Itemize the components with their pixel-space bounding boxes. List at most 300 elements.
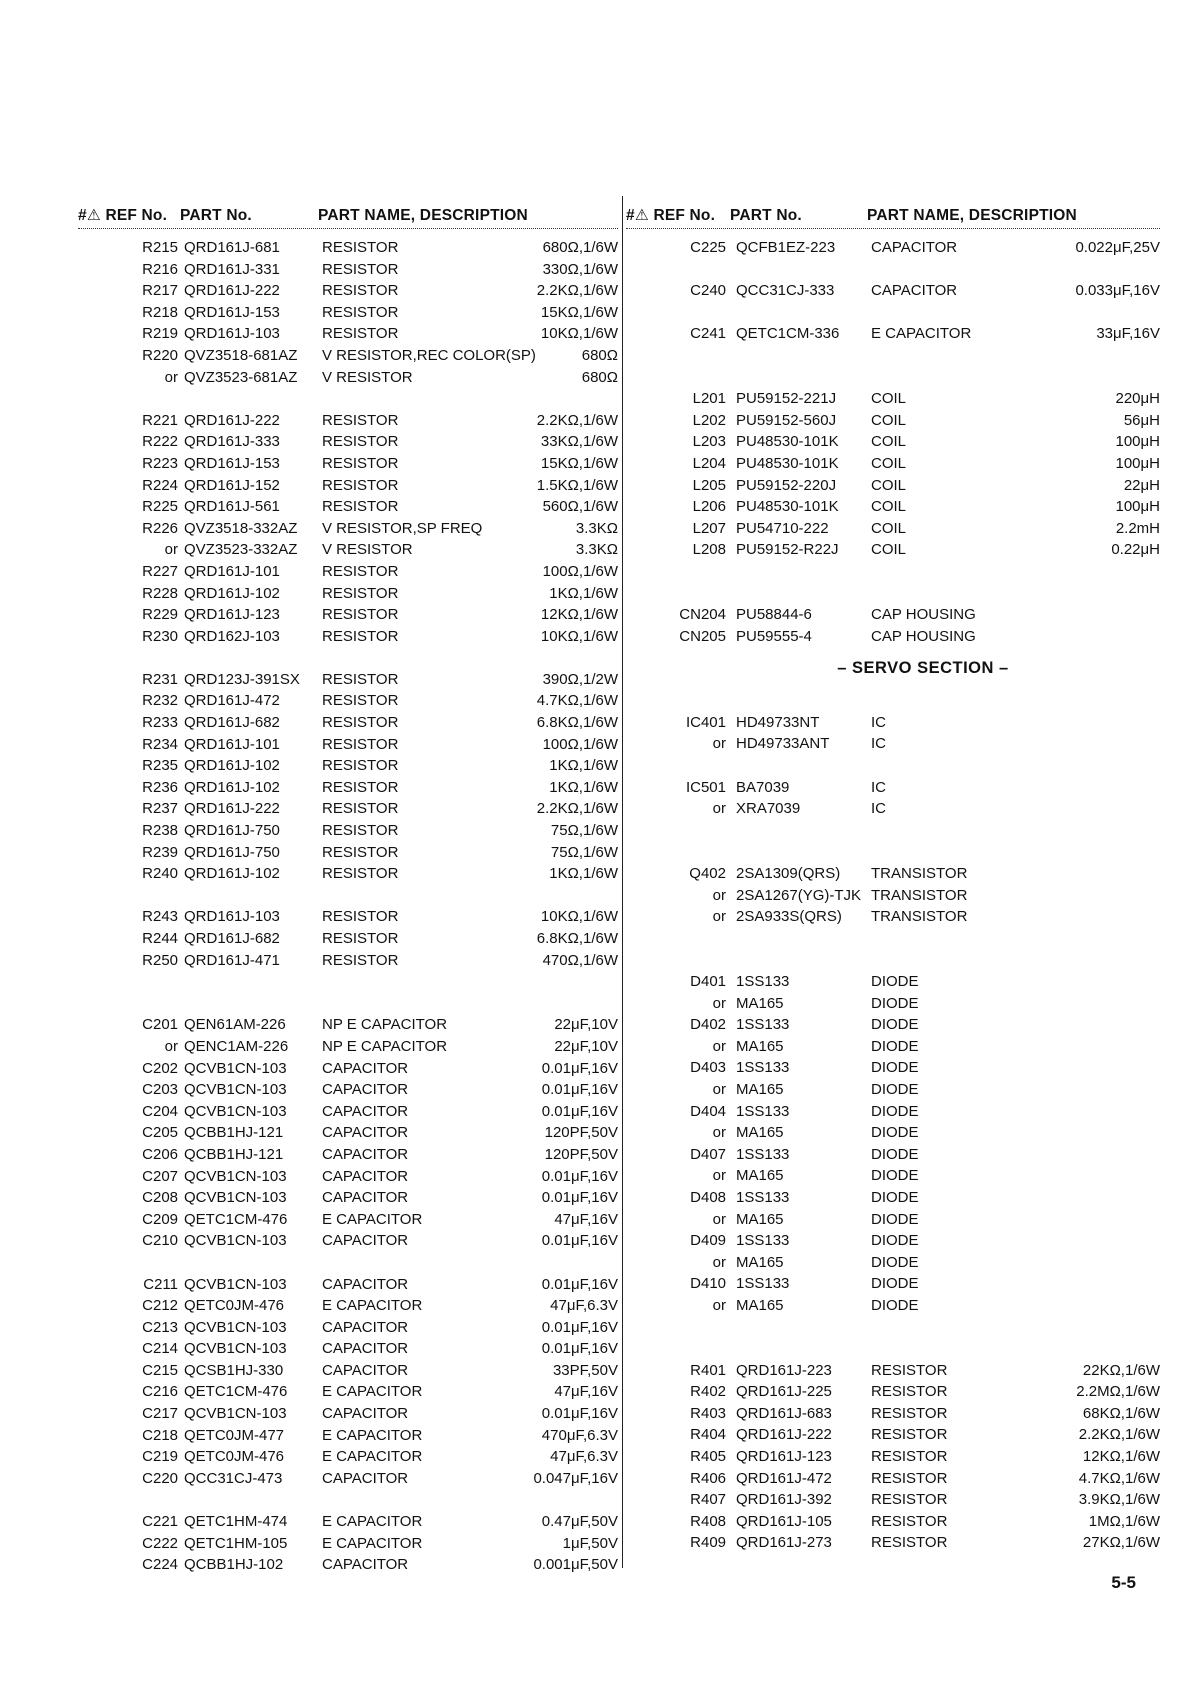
part-name: CAPACITOR bbox=[322, 1167, 409, 1185]
part-no: HD49733NT bbox=[736, 713, 820, 731]
part-value: 12KΩ,1/6W bbox=[1082, 1448, 1160, 1466]
part-value: 100Ω,1/6W bbox=[542, 562, 618, 580]
part-row bbox=[78, 1446, 618, 1468]
ref-no: R220 bbox=[142, 346, 178, 364]
part-no: 1SS133 bbox=[736, 1059, 790, 1077]
part-value: 120PF,50V bbox=[544, 1145, 618, 1163]
part-value: 0.01μF,16V bbox=[541, 1189, 618, 1207]
ref-no: C222 bbox=[142, 1534, 178, 1552]
part-row bbox=[626, 604, 1160, 626]
part-value: 0.01μF,16V bbox=[541, 1167, 618, 1185]
part-row bbox=[78, 755, 618, 777]
part-no: QCSB1HJ-330 bbox=[184, 1361, 284, 1379]
part-value: 15KΩ,1/6W bbox=[540, 303, 618, 321]
part-row bbox=[626, 1209, 1160, 1231]
part-no: QCVB1CN-103 bbox=[184, 1340, 287, 1358]
part-name: COIL bbox=[871, 541, 907, 559]
part-value: 1KΩ,1/6W bbox=[549, 865, 618, 883]
ref-no: C211 bbox=[143, 1275, 178, 1293]
section-title: – SERVO SECTION – bbox=[837, 659, 1009, 678]
part-no: QVZ3518-332AZ bbox=[184, 519, 298, 537]
ref-no: R219 bbox=[142, 325, 178, 343]
ref-no: R243 bbox=[142, 908, 178, 926]
header-ref-no bbox=[78, 206, 167, 225]
ref-no: or bbox=[712, 800, 726, 818]
header-ref-label: REF No. bbox=[653, 207, 716, 224]
row-spacer bbox=[626, 690, 1160, 712]
part-name: DIODE bbox=[871, 973, 919, 990]
ref-no: or bbox=[712, 1037, 726, 1055]
part-no: MA165 bbox=[736, 1253, 784, 1271]
part-name: RESISTOR bbox=[322, 930, 399, 947]
part-no: 1SS133 bbox=[736, 1232, 790, 1250]
ref-no: R224 bbox=[142, 476, 178, 494]
part-value: 220μH bbox=[1115, 390, 1160, 408]
part-row bbox=[626, 1079, 1160, 1101]
part-no: QCVB1CN-103 bbox=[184, 1189, 287, 1207]
part-no: QCVB1CN-103 bbox=[184, 1405, 287, 1423]
part-name: COIL bbox=[871, 519, 907, 537]
part-name: RESISTOR bbox=[871, 1491, 948, 1509]
ref-no: L204 bbox=[692, 454, 726, 472]
part-name: E CAPACITOR bbox=[322, 1534, 423, 1552]
part-value: 33μF,16V bbox=[1096, 325, 1160, 343]
part-name: RESISTOR bbox=[322, 476, 399, 494]
part-no: QETC1HM-474 bbox=[184, 1513, 288, 1531]
part-name: E CAPACITOR bbox=[322, 1448, 423, 1466]
part-no: QRD162J-103 bbox=[184, 627, 280, 645]
row-spacer bbox=[78, 885, 618, 907]
part-row bbox=[78, 1058, 618, 1080]
part-name: RESISTOR bbox=[322, 714, 399, 732]
part-name: RESISTOR bbox=[322, 606, 399, 624]
ref-no: R228 bbox=[142, 584, 178, 602]
ref-no: or bbox=[164, 1037, 178, 1055]
part-no: QETC1CM-336 bbox=[736, 325, 840, 343]
column-header bbox=[78, 200, 618, 229]
part-value: 22μF,10V bbox=[554, 1037, 618, 1055]
part-no: QRD161J-472 bbox=[736, 1469, 832, 1487]
part-no: QVZ3518-681AZ bbox=[184, 346, 298, 364]
ref-no: or bbox=[712, 735, 726, 753]
part-no: QRD161J-682 bbox=[184, 714, 280, 732]
part-name: E CAPACITOR bbox=[322, 1210, 423, 1228]
part-row bbox=[78, 1230, 618, 1252]
row-spacer bbox=[78, 971, 618, 993]
part-no: MA165 bbox=[736, 1167, 784, 1185]
part-row bbox=[626, 1165, 1160, 1187]
part-no: MA165 bbox=[736, 1037, 784, 1055]
ref-no: R235 bbox=[142, 757, 178, 775]
part-value: 1KΩ,1/6W bbox=[549, 584, 618, 602]
ref-no: C217 bbox=[142, 1405, 178, 1423]
part-name: E CAPACITOR bbox=[322, 1513, 423, 1531]
ref-no: R406 bbox=[690, 1469, 726, 1487]
part-name: RESISTOR bbox=[322, 908, 399, 926]
part-name: CAP HOUSING bbox=[871, 627, 976, 645]
part-name: DIODE bbox=[871, 1232, 919, 1250]
part-row bbox=[78, 1187, 618, 1209]
part-name: RESISTOR bbox=[322, 282, 399, 300]
ref-no: L206 bbox=[692, 498, 726, 516]
ref-no: C203 bbox=[142, 1081, 178, 1099]
part-row bbox=[78, 906, 618, 928]
part-name: NP E CAPACITOR bbox=[322, 1016, 448, 1034]
part-row bbox=[626, 1122, 1160, 1144]
part-value: 10KΩ,1/6W bbox=[540, 627, 618, 645]
ref-no: or bbox=[712, 1167, 726, 1185]
part-value: 0.022μF,25V bbox=[1075, 239, 1160, 256]
part-value: 680Ω bbox=[581, 368, 618, 386]
part-no: QRD161J-105 bbox=[736, 1512, 832, 1530]
part-name: RESISTOR bbox=[322, 584, 399, 602]
part-no: QCVB1CN-103 bbox=[184, 1232, 287, 1250]
ref-no: C215 bbox=[142, 1361, 178, 1379]
header-description: PART NAME, DESCRIPTION bbox=[867, 207, 1077, 224]
ref-no: or bbox=[712, 886, 726, 904]
part-no: HD49733ANT bbox=[736, 735, 830, 753]
part-value: 27KΩ,1/6W bbox=[1082, 1534, 1160, 1552]
part-name: CAPACITOR bbox=[871, 239, 958, 256]
part-row bbox=[626, 1252, 1160, 1274]
part-no: QRD161J-472 bbox=[184, 692, 280, 710]
ref-no: R237 bbox=[142, 800, 178, 818]
part-no: QRD161J-683 bbox=[736, 1404, 832, 1422]
ref-no: IC401 bbox=[685, 713, 726, 731]
part-row bbox=[78, 561, 618, 583]
part-row bbox=[626, 1014, 1160, 1036]
ref-no: or bbox=[712, 1124, 726, 1142]
part-no: QRD161J-102 bbox=[184, 584, 280, 602]
part-name: CAPACITOR bbox=[322, 1361, 409, 1379]
part-row bbox=[626, 1295, 1160, 1317]
ref-no: or bbox=[712, 1253, 726, 1271]
part-no: 2SA1267(YG)-TJK bbox=[736, 886, 862, 904]
part-row bbox=[626, 1403, 1160, 1425]
part-no: 1SS133 bbox=[736, 1275, 790, 1293]
part-value: 1.5KΩ,1/6W bbox=[536, 476, 618, 494]
part-name: DIODE bbox=[871, 1253, 919, 1271]
part-name: RESISTOR bbox=[322, 303, 399, 321]
part-value: 47μF,16V bbox=[554, 1210, 618, 1228]
part-value: 3.3KΩ bbox=[575, 541, 618, 559]
part-name: CAPACITOR bbox=[322, 1081, 409, 1099]
part-name: NP E CAPACITOR bbox=[322, 1037, 448, 1055]
part-row bbox=[78, 1295, 618, 1317]
part-row bbox=[78, 1036, 618, 1058]
part-no: 2SA933S(QRS) bbox=[736, 908, 842, 926]
column-header bbox=[626, 200, 1160, 229]
part-value: 680Ω bbox=[581, 346, 618, 364]
part-no: QETC0JM-477 bbox=[184, 1426, 285, 1444]
ref-no: R231 bbox=[142, 670, 178, 688]
part-no: PU48530-101K bbox=[736, 498, 839, 516]
part-name: RESISTOR bbox=[322, 865, 399, 883]
part-value: 1KΩ,1/6W bbox=[549, 757, 618, 775]
part-value: 10KΩ,1/6W bbox=[540, 325, 618, 343]
part-value: 22KΩ,1/6W bbox=[1082, 1361, 1160, 1379]
ref-no: C213 bbox=[142, 1318, 178, 1336]
part-value: 4.7KΩ,1/6W bbox=[536, 692, 618, 710]
part-no: QCBB1HJ-102 bbox=[184, 1556, 284, 1574]
ref-no: C216 bbox=[142, 1383, 178, 1401]
part-name: RESISTOR bbox=[322, 498, 399, 516]
part-value: 1KΩ,1/6W bbox=[549, 778, 618, 796]
part-name: CAPACITOR bbox=[322, 1145, 409, 1163]
part-no: QCBB1HJ-121 bbox=[184, 1145, 284, 1163]
ref-no: R236 bbox=[142, 778, 178, 796]
ref-no: R216 bbox=[142, 260, 178, 278]
part-row bbox=[78, 237, 618, 259]
ref-no: or bbox=[164, 541, 178, 559]
header-part-no: PART No. bbox=[730, 207, 802, 224]
part-no: QETC0JM-476 bbox=[184, 1448, 285, 1466]
part-name: RESISTOR bbox=[322, 670, 399, 688]
part-row bbox=[78, 928, 618, 950]
row-spacer bbox=[626, 1317, 1160, 1339]
part-no: QEN61AM-226 bbox=[184, 1016, 286, 1034]
part-no: PU48530-101K bbox=[736, 454, 839, 472]
part-name: DIODE bbox=[871, 1167, 919, 1185]
part-row bbox=[78, 1533, 618, 1555]
part-name: CAPACITOR bbox=[322, 1405, 409, 1423]
row-spacer bbox=[626, 583, 1160, 605]
part-name: RESISTOR bbox=[871, 1512, 948, 1530]
part-row bbox=[626, 993, 1160, 1015]
row-spacer bbox=[626, 755, 1160, 777]
part-name: RESISTOR bbox=[322, 800, 399, 818]
ref-no: CN204 bbox=[679, 606, 726, 624]
part-row bbox=[626, 712, 1160, 734]
part-no: QRD161J-101 bbox=[184, 735, 280, 753]
part-row bbox=[78, 453, 618, 475]
part-no: QRD161J-561 bbox=[184, 498, 280, 516]
part-name: DIODE bbox=[871, 1296, 919, 1314]
ref-no: R401 bbox=[690, 1361, 726, 1379]
part-row bbox=[78, 259, 618, 281]
part-no: QCC31CJ-473 bbox=[184, 1469, 283, 1487]
ref-no: R229 bbox=[142, 606, 178, 624]
part-name: DIODE bbox=[871, 1275, 919, 1293]
part-row bbox=[78, 1468, 618, 1490]
part-row bbox=[78, 863, 618, 885]
part-row bbox=[626, 431, 1160, 453]
page-number: 5-5 bbox=[1111, 1573, 1136, 1592]
part-value: 0.01μF,16V bbox=[541, 1405, 618, 1423]
ref-no: R215 bbox=[142, 239, 178, 256]
part-row bbox=[626, 626, 1160, 648]
part-no: QRD161J-331 bbox=[184, 260, 280, 278]
part-no: QRD161J-223 bbox=[736, 1361, 832, 1379]
ref-no: R222 bbox=[142, 433, 178, 451]
part-row bbox=[626, 1489, 1160, 1511]
ref-no: R232 bbox=[142, 692, 178, 710]
part-value: 2.2KΩ,1/6W bbox=[536, 282, 618, 300]
part-name: CAPACITOR bbox=[322, 1102, 409, 1120]
row-spacer bbox=[626, 561, 1160, 583]
part-row bbox=[78, 1381, 618, 1403]
part-no: 1SS133 bbox=[736, 1016, 790, 1034]
part-value: 470Ω,1/6W bbox=[542, 951, 618, 969]
part-name: E CAPACITOR bbox=[322, 1297, 423, 1315]
part-value: 47μF,6.3V bbox=[550, 1297, 618, 1315]
part-value: 0.01μF,16V bbox=[541, 1102, 618, 1120]
row-spacer bbox=[626, 928, 1160, 950]
part-no: QRD161J-103 bbox=[184, 325, 280, 343]
part-value: 2.2mH bbox=[1115, 519, 1160, 537]
part-no: 1SS133 bbox=[736, 973, 790, 990]
part-name: TRANSISTOR bbox=[871, 886, 968, 904]
part-no: QRD161J-222 bbox=[736, 1426, 832, 1444]
ref-no: L205 bbox=[692, 476, 726, 494]
part-row bbox=[78, 367, 618, 389]
ref-no: R234 bbox=[142, 735, 178, 753]
part-row bbox=[78, 323, 618, 345]
parts-column-left bbox=[78, 200, 618, 1576]
ref-no: L202 bbox=[692, 411, 726, 429]
part-value: 470μF,6.3V bbox=[541, 1426, 618, 1444]
part-value: 1μF,50V bbox=[562, 1534, 618, 1552]
part-name: RESISTOR bbox=[322, 692, 399, 710]
part-no: QRD161J-103 bbox=[184, 908, 280, 926]
part-no: BA7039 bbox=[736, 778, 790, 796]
part-no: QCFB1EZ-223 bbox=[736, 239, 836, 256]
part-row bbox=[78, 777, 618, 799]
ref-no: CN205 bbox=[679, 627, 726, 645]
part-value: 75Ω,1/6W bbox=[550, 822, 618, 840]
part-name: E CAPACITOR bbox=[322, 1426, 423, 1444]
part-name: COIL bbox=[871, 454, 907, 472]
row-spacer bbox=[626, 345, 1160, 367]
part-name: V RESISTOR,SP FREQ bbox=[322, 519, 483, 537]
part-name: DIODE bbox=[871, 1124, 919, 1142]
part-row bbox=[78, 496, 618, 518]
ref-no: or bbox=[712, 994, 726, 1012]
part-row bbox=[626, 885, 1160, 907]
ref-no: C225 bbox=[690, 239, 726, 256]
part-no: QRD161J-682 bbox=[184, 930, 280, 947]
part-name: DIODE bbox=[871, 1210, 919, 1228]
row-spacer bbox=[626, 841, 1160, 863]
part-row bbox=[78, 1122, 618, 1144]
part-name: RESISTOR bbox=[871, 1361, 948, 1379]
warning-mark: #⚠ bbox=[78, 207, 101, 224]
row-spacer bbox=[626, 367, 1160, 389]
part-name: IC bbox=[871, 713, 886, 731]
ref-no: C205 bbox=[142, 1124, 178, 1142]
part-name: RESISTOR bbox=[871, 1469, 948, 1487]
ref-no: or bbox=[712, 1296, 726, 1314]
ref-no: L201 bbox=[692, 390, 726, 408]
part-name: CAPACITOR bbox=[322, 1059, 409, 1077]
part-row bbox=[626, 1057, 1160, 1079]
ref-no: R233 bbox=[142, 714, 178, 732]
ref-no: or bbox=[712, 1080, 726, 1098]
part-name: CAPACITOR bbox=[322, 1232, 409, 1250]
part-name: RESISTOR bbox=[871, 1426, 948, 1444]
ref-no: C240 bbox=[690, 282, 726, 300]
part-name: RESISTOR bbox=[322, 627, 399, 645]
ref-no: C209 bbox=[142, 1210, 178, 1228]
part-name: RESISTOR bbox=[322, 433, 399, 451]
part-name: RESISTOR bbox=[322, 325, 399, 343]
part-no: QRD161J-153 bbox=[184, 454, 280, 472]
part-row bbox=[78, 604, 618, 626]
part-row bbox=[626, 518, 1160, 540]
part-no: MA165 bbox=[736, 1080, 784, 1098]
part-value: 2.2KΩ,1/6W bbox=[1078, 1426, 1160, 1444]
part-row bbox=[78, 1101, 618, 1123]
part-no: QCVB1CN-103 bbox=[184, 1318, 287, 1336]
part-row bbox=[626, 1468, 1160, 1490]
part-row bbox=[626, 496, 1160, 518]
part-name: V RESISTOR bbox=[322, 541, 413, 559]
part-row bbox=[626, 906, 1160, 928]
part-value: 0.01μF,16V bbox=[541, 1340, 618, 1358]
ref-no: IC501 bbox=[685, 778, 726, 796]
part-row bbox=[626, 323, 1160, 345]
part-no: PU59152-220J bbox=[736, 476, 837, 494]
part-value: 2.2MΩ,1/6W bbox=[1076, 1383, 1160, 1401]
ref-no: C210 bbox=[142, 1232, 178, 1250]
ref-no: D410 bbox=[690, 1275, 726, 1293]
part-no: XRA7039 bbox=[736, 800, 801, 818]
row-spacer bbox=[626, 820, 1160, 842]
header-part-no: PART No. bbox=[180, 207, 252, 224]
part-row bbox=[78, 626, 618, 648]
parts-column-right bbox=[626, 200, 1160, 1554]
part-row bbox=[78, 1338, 618, 1360]
part-value: 22μH bbox=[1123, 476, 1160, 494]
ref-no: R227 bbox=[142, 562, 178, 580]
part-row bbox=[78, 1317, 618, 1339]
ref-no: C212 bbox=[142, 1297, 178, 1315]
ref-no: R238 bbox=[142, 822, 178, 840]
ref-no: R226 bbox=[142, 519, 178, 537]
ref-no: C201 bbox=[142, 1016, 178, 1034]
part-no: QRD161J-102 bbox=[184, 757, 280, 775]
part-value: 0.01μF,16V bbox=[541, 1232, 618, 1250]
part-no: PU48530-101K bbox=[736, 433, 839, 451]
part-row bbox=[78, 690, 618, 712]
ref-no: R409 bbox=[690, 1534, 726, 1552]
part-no: QENC1AM-226 bbox=[184, 1037, 289, 1055]
part-row bbox=[78, 1274, 618, 1296]
part-row bbox=[78, 712, 618, 734]
ref-no: R244 bbox=[142, 930, 178, 947]
part-row bbox=[626, 1187, 1160, 1209]
part-value: 33PF,50V bbox=[552, 1361, 618, 1379]
part-name: RESISTOR bbox=[322, 562, 399, 580]
part-value: 0.033μF,16V bbox=[1075, 282, 1160, 300]
ref-no: C214 bbox=[142, 1340, 178, 1358]
part-value: 56μH bbox=[1123, 411, 1160, 429]
part-row bbox=[626, 1101, 1160, 1123]
part-row bbox=[78, 302, 618, 324]
part-value: 0.047μF,16V bbox=[533, 1469, 618, 1487]
part-row bbox=[626, 410, 1160, 432]
ref-no: or bbox=[164, 368, 178, 386]
part-no: QRD161J-222 bbox=[184, 411, 280, 429]
part-no: QETC1CM-476 bbox=[184, 1383, 288, 1401]
part-row bbox=[78, 1425, 618, 1447]
ref-no: C202 bbox=[142, 1059, 178, 1077]
part-name: DIODE bbox=[871, 1188, 919, 1206]
part-value: 390Ω,1/2W bbox=[542, 670, 618, 688]
ref-no: L203 bbox=[692, 433, 726, 451]
ref-no: L207 bbox=[692, 519, 726, 537]
part-no: QRD161J-101 bbox=[184, 562, 280, 580]
